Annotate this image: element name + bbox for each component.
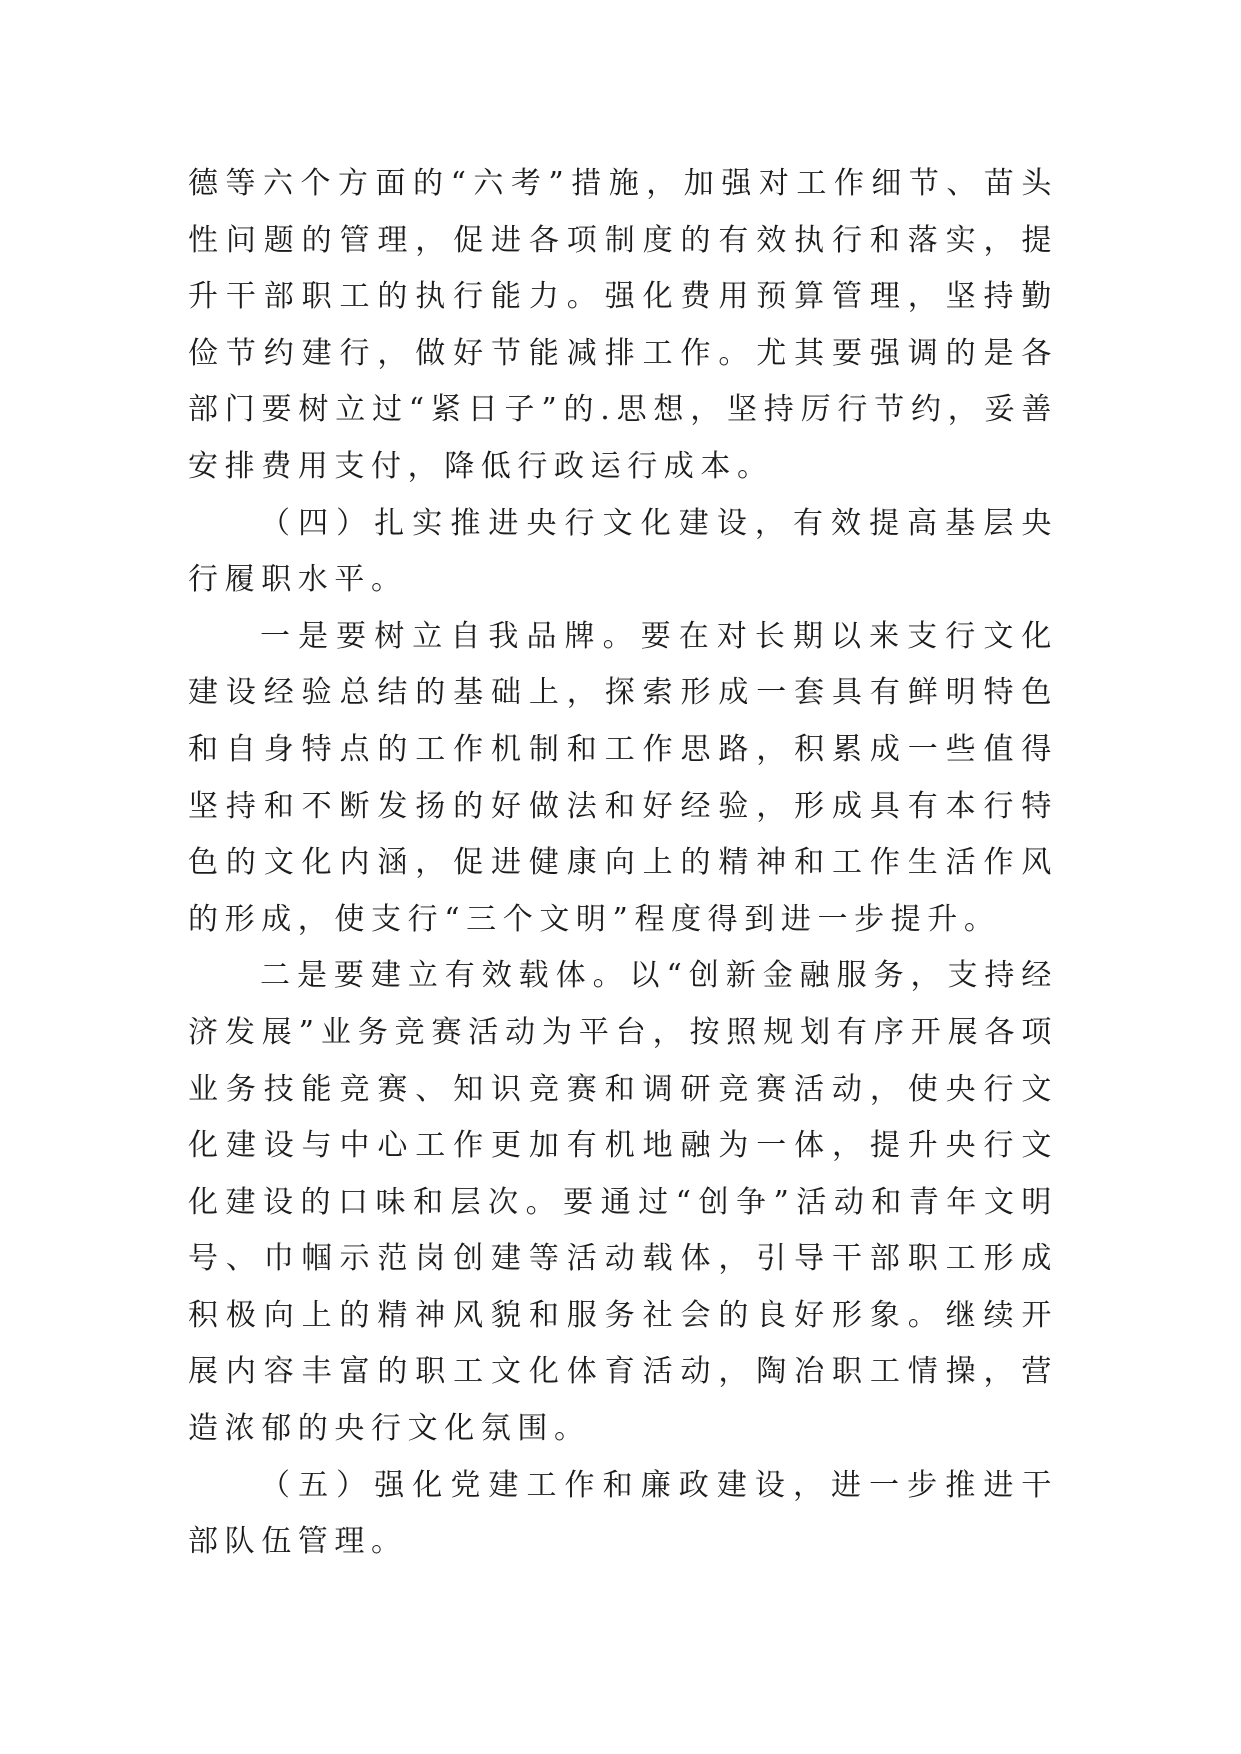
section-heading-five: （五）强化党建工作和廉政建设，进一步推进干部队伍管理。: [188, 1467, 1058, 1560]
paragraph-continuation: 德等六个方面的“六考”措施，加强对工作细节、苗头性问题的管理，促进各项制度的有效执行和落实，提升干部职工的执行能力。强化费用预算管理，坚持勤俭节约建行，做好节能减排工作。尤其要强调的是各部门要树立过“紧日子”的.思想，坚持厉行节约，妥善安排费用支付，降低行政运行成本。: [188, 166, 1058, 484]
paragraph-effective-carrier: 二是要建立有效载体。以“创新金融服务，支持经济发展”业务竞赛活动为平台，按照规划有序开展各项业务技能竞赛、知识竞赛和调研竞赛活动，使央行文化建设与中心工作更加有机地融为一体，提升央行文化建设的口味和层次。要通过“创争”活动和青年文明号、巾帼示范岗创建等活动载体，引导干部职工形成积极向上的精神风貌和服务社会的良好形象。继续开展内容丰富的职工文化体育活动，陶冶职工情操，营造浓郁的央行文化氛围。: [188, 958, 1058, 1447]
paragraph-self-brand: 一是要树立自我品牌。要在对长期以来支行文化建设经验总结的基础上，探索形成一套具有鲜明特色和自身特点的工作机制和工作思路，积累成一些值得坚持和不断发扬的好做法和好经验，形成具有本行特色的文化内涵，促进健康向上的精神和工作生活作风的形成，使支行“三个文明”程度得到进一步提升。: [188, 618, 1058, 937]
section-heading-four: （四）扎实推进央行文化建设，有效提高基层央行履职水平。: [188, 505, 1058, 598]
document-body: [188, 156, 1058, 1571]
